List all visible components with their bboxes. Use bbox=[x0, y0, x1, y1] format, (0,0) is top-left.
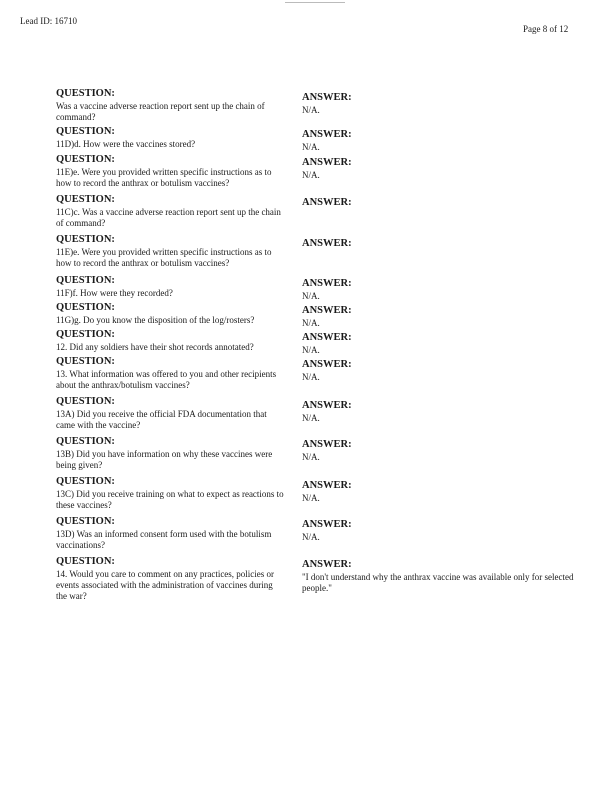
question-label: QUESTION: bbox=[56, 396, 115, 407]
question-label: QUESTION: bbox=[56, 88, 115, 99]
page-number: Page 8 of 12 bbox=[523, 24, 569, 34]
question-text: 11G)g. Do you know the disposition of the log/rosters? bbox=[56, 315, 255, 325]
question-label: QUESTION: bbox=[56, 356, 115, 367]
answer-label: ANSWER: bbox=[302, 238, 352, 249]
answer-text: N/A. bbox=[302, 345, 320, 355]
question-label: QUESTION: bbox=[56, 234, 115, 245]
question-label: QUESTION: bbox=[56, 516, 115, 527]
question-label: QUESTION: bbox=[56, 275, 115, 286]
answer-label: ANSWER: bbox=[302, 559, 352, 570]
answer-label: ANSWER: bbox=[302, 359, 352, 370]
answer-label: ANSWER: bbox=[302, 400, 352, 411]
question-label: QUESTION: bbox=[56, 302, 115, 313]
answer-label: ANSWER: bbox=[302, 519, 352, 530]
question-label: QUESTION: bbox=[56, 154, 115, 165]
question-text: 11C)c. Was a vaccine adverse reaction report sent up the chain of command? bbox=[56, 207, 281, 228]
question-text: 11D)d. How were the vaccines stored? bbox=[56, 139, 196, 149]
question-label: QUESTION: bbox=[56, 436, 115, 447]
answer-text: N/A. bbox=[302, 493, 320, 503]
answer-text: N/A. bbox=[302, 413, 320, 423]
answer-text: N/A. bbox=[302, 452, 320, 462]
question-text: Was a vaccine adverse reaction report sent up the chain of command? bbox=[56, 101, 265, 122]
question-text: 12. Did any soldiers have their shot records annotated? bbox=[56, 342, 254, 352]
question-text: 13A) Did you receive the official FDA documentation that came with the vaccine? bbox=[56, 409, 267, 430]
question-text: 11E)e. Were you provided written specific instructions as to how to record the anthrax or botulism vaccines? bbox=[56, 167, 272, 188]
answer-text: N/A. bbox=[302, 291, 320, 301]
question-text: 13C) Did you receive training on what to expect as reactions to these vaccines? bbox=[56, 489, 284, 510]
question-text: 14. Would you care to comment on any practices, policies or events associated with the administration of vaccines during the war? bbox=[56, 569, 275, 601]
question-label: QUESTION: bbox=[56, 476, 115, 487]
answer-label: ANSWER: bbox=[302, 92, 352, 103]
answer-label: ANSWER: bbox=[302, 157, 352, 168]
answer-label: ANSWER: bbox=[302, 305, 352, 316]
question-text: 11F)f. How were they recorded? bbox=[56, 288, 173, 298]
answer-text: N/A. bbox=[302, 532, 320, 542]
question-label: QUESTION: bbox=[56, 194, 115, 205]
answer-text: N/A. bbox=[302, 105, 320, 115]
answer-text: "I don't understand why the anthrax vaccine was available only for selected people." bbox=[302, 572, 574, 593]
top-rule bbox=[285, 2, 345, 3]
question-text: 13D) Was an informed consent form used with the botulism vaccinations? bbox=[56, 529, 272, 550]
answer-label: ANSWER: bbox=[302, 332, 352, 343]
answer-label: ANSWER: bbox=[302, 129, 352, 140]
answer-text: N/A. bbox=[302, 170, 320, 180]
question-label: QUESTION: bbox=[56, 126, 115, 137]
question-text: 13B) Did you have information on why these vaccines were being given? bbox=[56, 449, 273, 470]
question-label: QUESTION: bbox=[56, 329, 115, 340]
question-label: QUESTION: bbox=[56, 556, 115, 567]
answer-label: ANSWER: bbox=[302, 278, 352, 289]
answer-text: N/A. bbox=[302, 318, 320, 328]
answer-text: N/A. bbox=[302, 372, 320, 382]
question-text: 11E)e. Were you provided written specific instructions as to how to record the anthrax or botulism vaccines? bbox=[56, 247, 272, 268]
answer-label: ANSWER: bbox=[302, 439, 352, 450]
answer-text: N/A. bbox=[302, 142, 320, 152]
answer-label: ANSWER: bbox=[302, 480, 352, 491]
answer-label: ANSWER: bbox=[302, 197, 352, 208]
question-text: 13. What information was offered to you and other recipients about the anthrax/botulism vaccines? bbox=[56, 369, 277, 390]
lead-id: Lead ID: 16710 bbox=[20, 16, 77, 26]
